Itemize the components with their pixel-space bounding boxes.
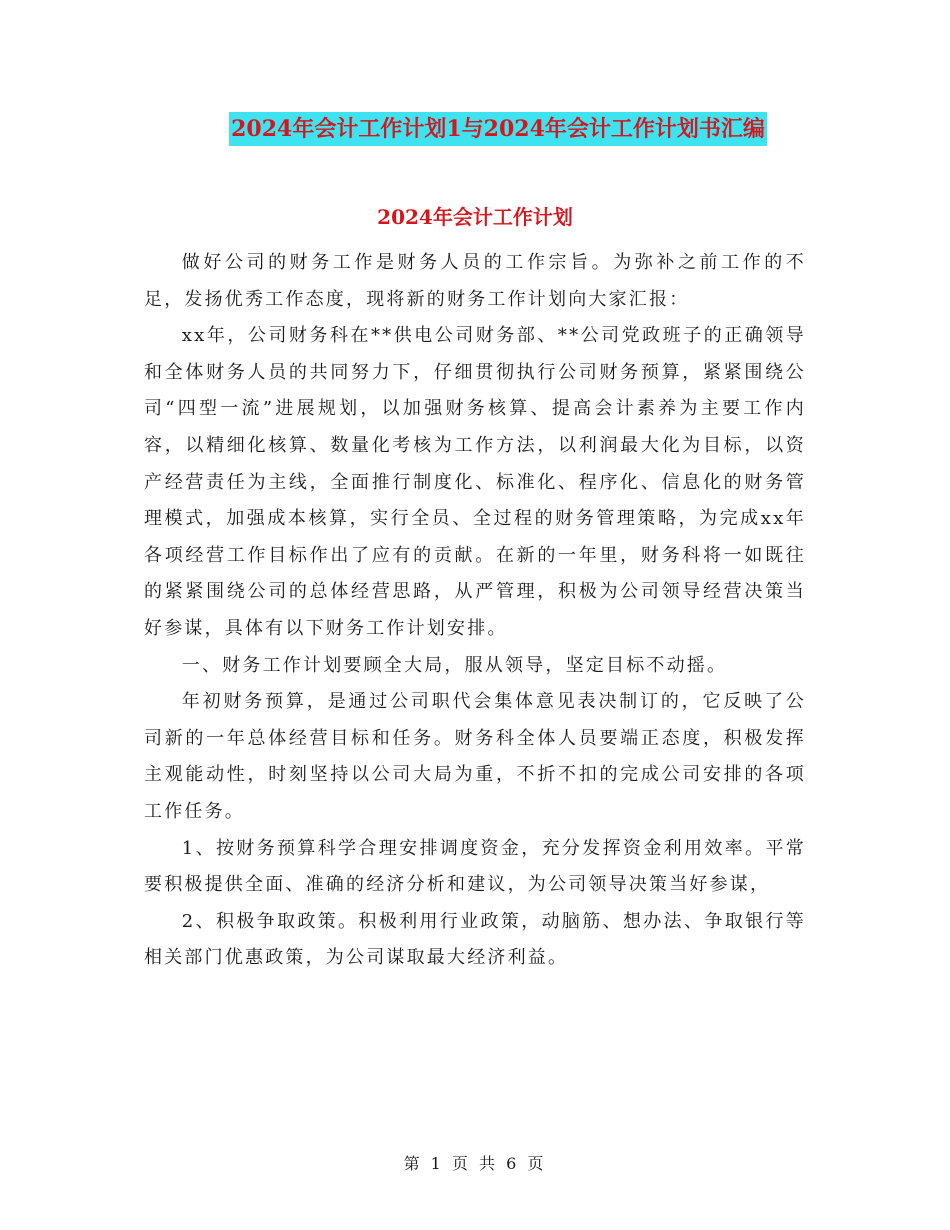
document-body bbox=[144, 245, 806, 977]
paragraph-review: xx年，公司财务科在**供电公司财务部、**公司党政班子的正确领导和全体财务人员的共同努力下，仔细贯彻执行公司财务预算，紧紧围绕公司“四型一流”进展规划，以加强财务核算、提高会计素养为主要工作内容，以精细化核算、数量化考核为工作方法，以利润最大化为目标，以资产经营责任为主线，全面推行制度化、标准化、程序化、信息化的财务管理模式，加强成本核算，实行全员、全过程的财务管理策略，为完成xx年各项经营工作目标作出了应有的贡献。在新的一年里，财务科将一如既往的紧紧围绕公司的总体经营思路，从严管理，积极为公司领导经营决策当好参谋，具体有以下财务工作计划安排。 bbox=[144, 325, 806, 639]
paragraph-heading-one: 一、财务工作计划要顾全大局，服从领导，坚定目标不动摇。 bbox=[181, 654, 728, 676]
paragraph-item-1: 1、按财务预算科学合理安排调度资金，充分发挥资金利用效率。平常要积极提供全面、准确的经济分析和建议，为公司领导决策当好参谋， bbox=[144, 837, 806, 896]
paragraph-intro: 做好公司的财务工作是财务人员的工作宗旨。为弥补之前工作的不足，发扬优秀工作态度，现将新的财务工作计划向大家汇报： bbox=[144, 252, 806, 310]
page-footer: 第 1 页 共 6 页 bbox=[403, 1154, 547, 1173]
document-title-wrapper bbox=[0, 112, 950, 146]
section-title: 2024年会计工作计划 bbox=[377, 205, 573, 229]
paragraph-budget: 年初财务预算，是通过公司职代会集体意见表决制订的，它反映了公司新的一年总体经营目标和任务。财务科全体人员要端正态度，积极发挥主观能动性，时刻坚持以公司大局为重，不折不扣的完成公司安排的各项工作任务。 bbox=[144, 691, 806, 822]
document-title: 2024年会计工作计划1与2024年会计工作计划书汇编 bbox=[229, 112, 767, 146]
paragraph-item-2: 2、积极争取政策。积极利用行业政策，动脑筋、想办法、争取银行等相关部门优惠政策，为公司谋取最大经济利益。 bbox=[144, 910, 806, 969]
